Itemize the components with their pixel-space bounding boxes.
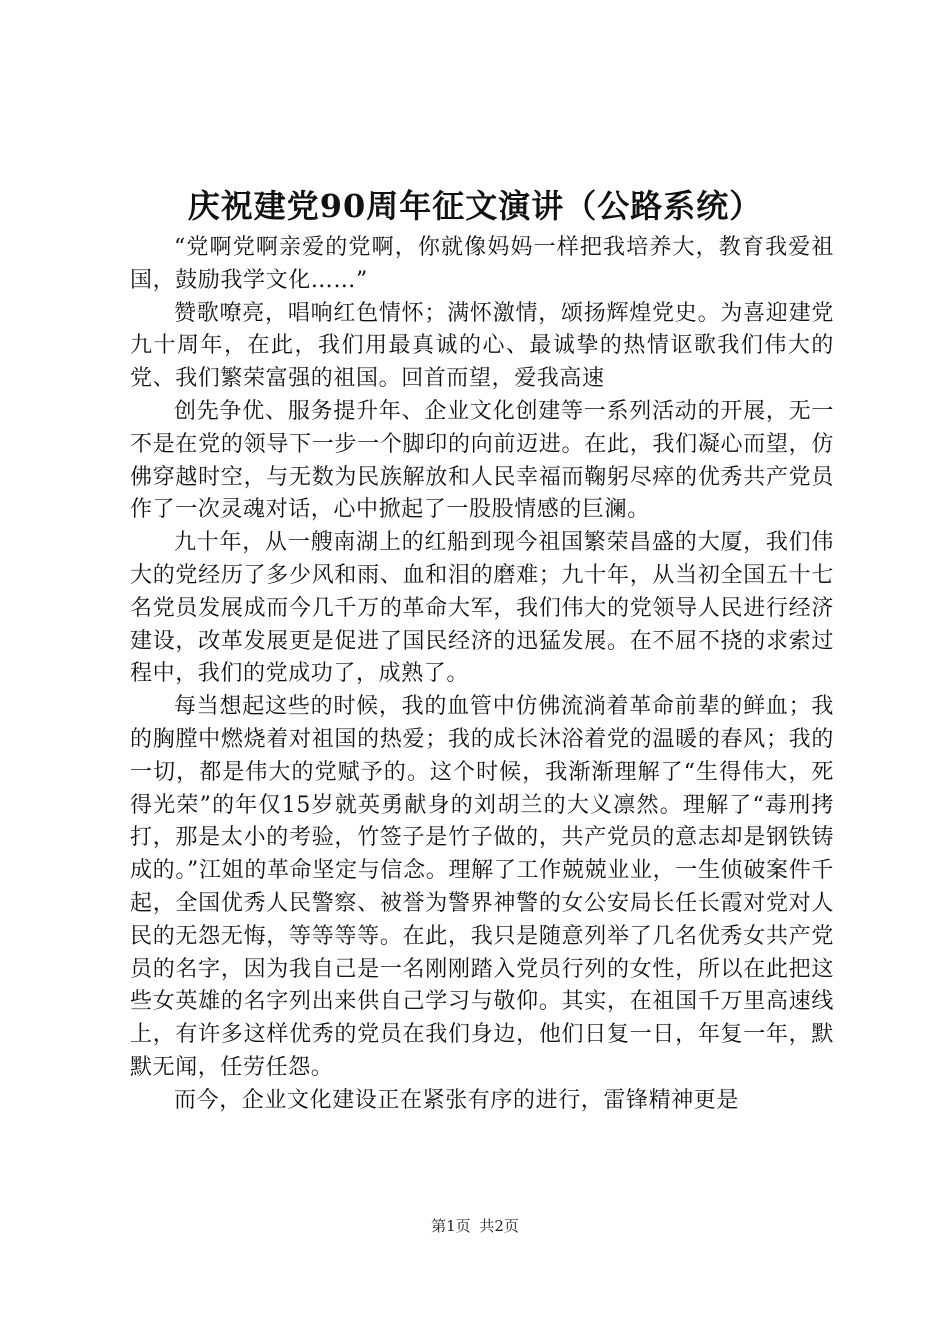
paragraph-5: 每当想起这些的时候，我的血管中仿佛流淌着革命前辈的鲜血；我的胸膛中燃烧着对祖国的热爱；我的成长沐浴着党的温暖的春风；我的一切，都是伟大的党赋予的。这个时候，我渐渐理解了“生得伟大，死得光荣”的年仅15岁就英勇献身的刘胡兰的大义凛然。理解了“毒刑拷打，那是太小的考验，竹签子是竹子做的，共产党员的意志却是钢铁铸成的。”江姐的革命坚定与信念。理解了工作兢兢业业，一生侦破案件千起，全国优秀人民警察、被誉为警界神警的女公安局长任长霞对党对人民的无怨无悔，等等等等。在此，我只是随意列举了几名优秀女共产党员的名字，因为我自己是一名刚刚踏入党员行列的女性，所以在此把这些女英雄的名字列出来供自己学习与敬仰。其实，在祖国千万里高速线上，有许多这样优秀的党员在我们身边，他们日复一日，年复一年，默默无闻，任劳任怨。 bbox=[130, 694, 834, 1080]
paragraph-4: 九十年，从一艘南湖上的红船到现今祖国繁荣昌盛的大厦，我们伟大的党经历了多少风和雨、血和泪的磨难；九十年，从当初全国五十七名党员发展成而今几千万的革命大军，我们伟大的党领导人民进行经济建设，改革发展更是促进了国民经济的迅猛发展。在不屈不挠的求索过程中，我们的党成功了，成熟了。 bbox=[130, 530, 834, 687]
page-number: 第1页 bbox=[431, 1217, 471, 1235]
document-body bbox=[130, 232, 834, 1118]
paragraph-1: “党啊党啊亲爱的党啊，你就像妈妈一样把我培养大，教育我爱祖国，鼓励我学文化……” bbox=[130, 235, 834, 293]
page-total: 共2页 bbox=[479, 1217, 519, 1235]
paragraph-3: 创先争优、服务提升年、企业文化创建等一系列活动的开展，无一不是在党的领导下一步一个脚印的向前迈进。在此，我们凝心而望，仿佛穿越时空，与无数为民族解放和人民幸福而鞠躬尽瘁的优秀共产党员作了一次灵魂对话，心中掀起了一股股情感的巨澜。 bbox=[130, 398, 834, 523]
paragraph-6: 而今，企业文化建设正在紧张有序的进行，雷锋精神更是 bbox=[174, 1087, 740, 1113]
paragraph-2: 赞歌嘹亮，唱响红色情怀；满怀激情，颂扬辉煌党史。为喜迎建党九十周年，在此，我们用最真诚的心、最诚挚的热情讴歌我们伟大的党、我们繁荣富强的祖国。回首而望，爱我高速 bbox=[130, 300, 834, 392]
page-footer bbox=[0, 1216, 950, 1236]
document-title: 庆祝建党90周年征文演讲（公路系统） bbox=[187, 187, 763, 225]
